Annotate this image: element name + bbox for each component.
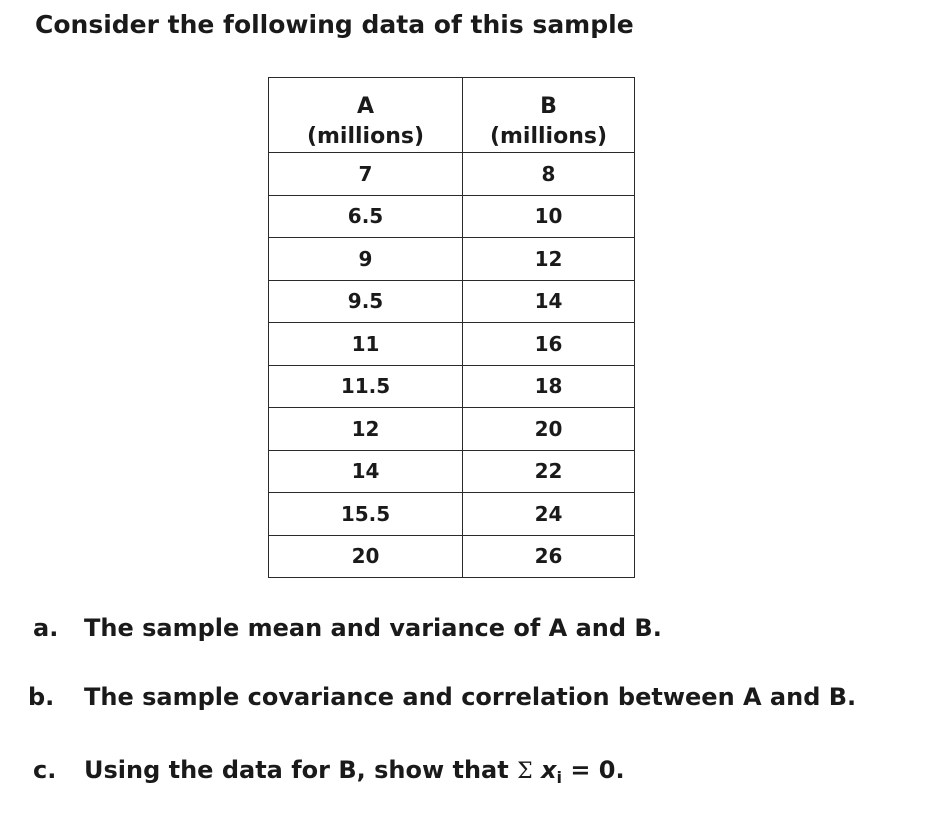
question-b-text: The sample covariance and correlation between A and B.: [84, 683, 857, 711]
table-row: [269, 365, 635, 408]
table-row: [269, 238, 635, 281]
table-row: [269, 280, 635, 323]
variable-subscript-i: i: [556, 768, 562, 787]
cell-a: 6.5: [269, 195, 463, 238]
column-header-b: [463, 78, 635, 153]
cell-b: 16: [463, 323, 635, 366]
table-row: [269, 323, 635, 366]
table-row: [269, 535, 635, 578]
cell-b: 24: [463, 493, 635, 536]
question-a-text: The sample mean and variance of A and B.: [84, 614, 662, 642]
question-c-text: [84, 756, 625, 787]
table-row: [269, 408, 635, 451]
column-header-a: [269, 78, 463, 153]
question-c-text-after: = 0.: [561, 756, 625, 784]
data-table: [268, 77, 635, 578]
table-header-row: [269, 78, 635, 153]
question-c-text-before: Using the data for B, show that: [84, 756, 518, 784]
data-table-container: [268, 77, 634, 578]
cell-b: 20: [463, 408, 635, 451]
cell-b: 8: [463, 153, 635, 196]
cell-b: 10: [463, 195, 635, 238]
cell-a: 9.5: [269, 280, 463, 323]
cell-a: 20: [269, 535, 463, 578]
column-header-b-name: B: [540, 94, 557, 119]
cell-b: 12: [463, 238, 635, 281]
cell-a: 15.5: [269, 493, 463, 536]
column-header-b-unit: (millions): [489, 124, 608, 149]
table-row: [269, 153, 635, 196]
question-c-letter: c.: [33, 756, 57, 784]
column-header-a-unit: (millions): [306, 124, 425, 149]
cell-b: 26: [463, 535, 635, 578]
variable-x: x: [541, 756, 557, 784]
cell-a: 11: [269, 323, 463, 366]
table-body: [269, 153, 635, 578]
cell-a: 7: [269, 153, 463, 196]
table-row: [269, 493, 635, 536]
cell-a: 14: [269, 450, 463, 493]
question-b-letter: b.: [28, 683, 55, 711]
table-row: [269, 450, 635, 493]
cell-b: 22: [463, 450, 635, 493]
sigma-symbol: Σ: [517, 759, 533, 784]
question-a-letter: a.: [33, 614, 59, 642]
table-row: [269, 195, 635, 238]
cell-a: 9: [269, 238, 463, 281]
cell-a: 11.5: [269, 365, 463, 408]
cell-a: 12: [269, 408, 463, 451]
cell-b: 18: [463, 365, 635, 408]
page-title: Consider the following data of this sample: [35, 10, 634, 39]
cell-b: 14: [463, 280, 635, 323]
column-header-a-name: A: [356, 94, 375, 119]
